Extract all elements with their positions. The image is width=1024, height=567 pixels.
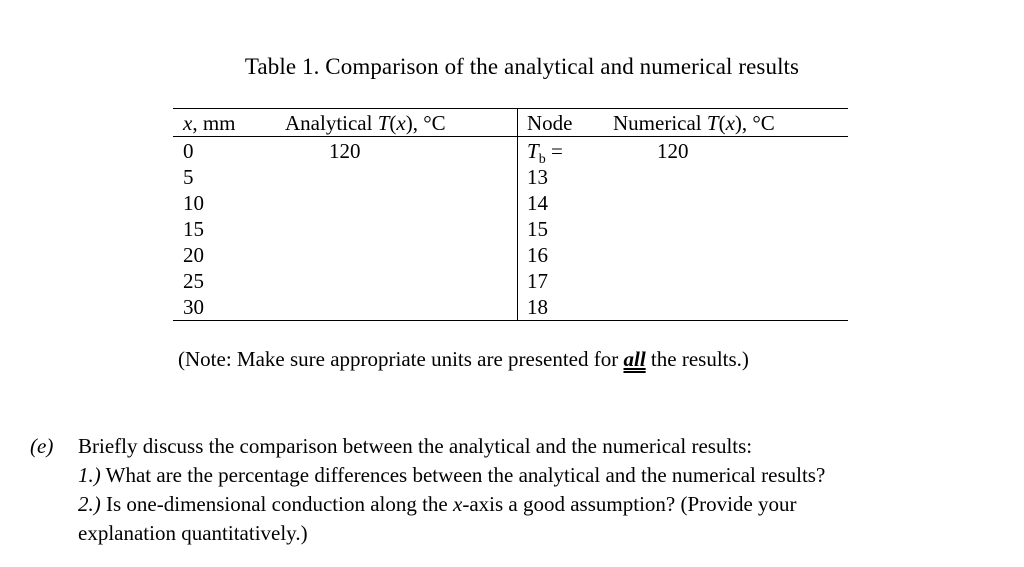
cell-x: 20 <box>183 243 204 267</box>
cell-node: 17 <box>527 269 548 293</box>
cell-node: 14 <box>527 191 548 215</box>
cell-x: 15 <box>183 217 204 241</box>
cell-x: 0 <box>183 139 194 163</box>
cell-numerical: 120 <box>657 139 689 163</box>
question-intro: Briefly discuss the comparison between the analytical and the numerical results: <box>78 434 753 458</box>
question-label: (e) <box>30 434 54 458</box>
item-1-text: What are the percentage differences between the analytical and the numerical results? <box>100 463 826 487</box>
cell-x: 5 <box>183 165 194 189</box>
table-row <box>173 138 848 168</box>
table-row <box>173 164 848 190</box>
cell-node: 16 <box>527 243 548 267</box>
table-header-row <box>173 109 848 137</box>
table-caption-label: Table 1. <box>244 54 320 79</box>
item-2-axis: x <box>453 492 463 516</box>
table-row <box>173 242 848 268</box>
item-2-text-b: -axis a good assumption? (Provide your <box>462 492 797 516</box>
cell-node: $T_b$ = <box>527 139 563 168</box>
question-continuation: explanation quantitatively.) <box>78 521 308 545</box>
header-numerical: Numerical T(x), °C <box>613 111 775 135</box>
table-caption-text: Comparison of the analytical and numerical results <box>325 54 800 79</box>
cell-x: 30 <box>183 295 204 319</box>
table-caption <box>0 53 1024 81</box>
table-body <box>173 137 848 320</box>
cell-x: 10 <box>183 191 204 215</box>
table-row <box>173 268 848 294</box>
question-item-2 <box>78 490 825 519</box>
units-note <box>178 345 749 373</box>
comparison-table <box>173 108 848 321</box>
question-body <box>78 432 825 548</box>
table-row <box>173 216 848 242</box>
cell-node: 18 <box>527 295 548 319</box>
table-row <box>173 190 848 216</box>
item-2-number: 2.) <box>78 492 101 516</box>
header-node: Node <box>527 111 573 135</box>
cell-x: 25 <box>183 269 204 293</box>
header-analytical: Analytical T(x), °C <box>285 111 446 135</box>
item-1-number: 1.) <box>78 463 101 487</box>
item-2-text-a: Is one-dimensional conduction along the <box>100 492 454 516</box>
cell-node: 13 <box>527 165 548 189</box>
cell-analytical: 120 <box>329 139 361 163</box>
note-text-before: (Note: Make sure appropriate units are presented for <box>178 347 624 371</box>
note-emphasis: all <box>623 347 646 371</box>
header-x: x, mm <box>183 111 236 135</box>
note-text-after: the results.) <box>645 347 749 371</box>
question-item-1 <box>78 461 825 490</box>
cell-node: 15 <box>527 217 548 241</box>
table-row <box>173 294 848 320</box>
